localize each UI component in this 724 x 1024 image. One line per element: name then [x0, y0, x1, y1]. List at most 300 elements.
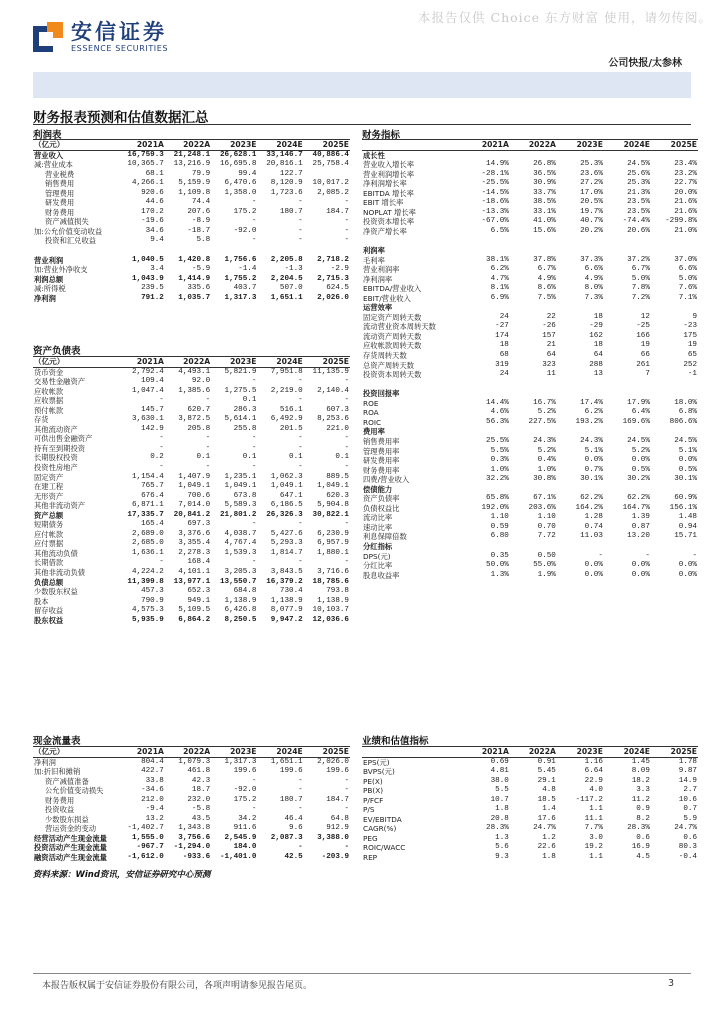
cell-value: 36.5% [533, 169, 556, 178]
cell-value: 8.09 [631, 767, 650, 776]
cell-value: 3,388.0 [317, 833, 349, 842]
table-row [33, 170, 350, 180]
cell-value: 7.72 [537, 532, 556, 541]
row-label: 分红指标 [363, 541, 393, 551]
cell-value: 27.2% [580, 179, 603, 188]
cell-value: 60.9% [674, 494, 697, 503]
table-row [362, 150, 698, 160]
cell-value: -117.2 [575, 795, 603, 804]
cell-value: 37.2% [627, 255, 650, 264]
row-label: 速动比率 [363, 522, 393, 532]
cell-value: 164.7% [622, 503, 650, 512]
cell-value: 68 [499, 351, 509, 360]
table-row [33, 482, 350, 492]
table-row [33, 256, 350, 266]
cell-value: - [159, 463, 164, 472]
cell-value: 5.1% [584, 446, 603, 455]
table-row [362, 303, 698, 313]
cell-value: 67.1% [533, 494, 556, 503]
row-label: 成长性 [363, 150, 385, 160]
cell-value: - [298, 396, 303, 405]
cell-value: 22.7% [674, 179, 697, 188]
row-label: 减:营业成本 [34, 160, 73, 170]
cell-value: 0.7% [584, 465, 603, 474]
table-row [362, 561, 698, 571]
cell-value: 1,235.1 [224, 472, 257, 481]
cell-value: 1,723.6 [270, 188, 303, 197]
cell-value: 1,049.1 [178, 482, 211, 491]
cell-value: 6.8% [678, 408, 697, 417]
cell-value: -203.9 [321, 853, 349, 862]
row-label: 营运资金的变动 [45, 824, 97, 834]
table-row [362, 447, 698, 457]
cell-value: 1.3 [495, 833, 509, 842]
row-label: 流动比率 [363, 513, 393, 523]
cell-value [510, 389, 557, 399]
row-label: 营业税费 [45, 169, 75, 179]
table-row [362, 284, 698, 294]
cell-value: 1,814.7 [270, 548, 303, 557]
brand-name-cn: 安信证券 [71, 20, 167, 44]
cell-value: -18.6% [481, 198, 509, 207]
cell-value: 92.0 [191, 377, 211, 386]
cell-value: 13,550.7 [219, 577, 257, 586]
income-table [33, 139, 350, 303]
cell-value: - [298, 226, 303, 235]
cell-value: 19 [640, 341, 650, 350]
cell-value: 2,685.0 [131, 539, 164, 548]
cell-value: 201.5 [279, 424, 303, 433]
row-label: 融资活动产生现金流量 [34, 853, 107, 863]
cell-value: 652.3 [187, 587, 211, 596]
table-row [362, 208, 698, 218]
cell-value: 1.28 [584, 513, 603, 522]
table-row [33, 558, 350, 568]
cell-value: 56.3% [486, 417, 509, 426]
cell-value [463, 380, 510, 390]
table-row [362, 332, 698, 342]
cell-value: 3,205.3 [224, 568, 257, 577]
cell-value [651, 427, 698, 437]
cell-value: - [159, 558, 164, 567]
cell-value: 7.7% [584, 824, 603, 833]
cell-value: 2,140.4 [317, 386, 349, 395]
cell-value: 1.10 [537, 513, 556, 522]
cell-value: 1,043.9 [131, 274, 164, 283]
cell-value: 11,399.8 [127, 577, 164, 586]
cell-value: 41.0% [533, 217, 556, 226]
cell-value: 25,758.4 [312, 160, 349, 169]
cell-value: 13.20 [627, 532, 650, 541]
cell-value: 4.9% [537, 274, 556, 283]
cell-value: 1,358.0 [224, 188, 257, 197]
cell-value: 1,154.4 [131, 472, 164, 481]
cell-value: 19.2 [584, 843, 603, 852]
cell-value [651, 542, 698, 552]
cell-value [557, 380, 604, 390]
year-header: 2023E [211, 747, 257, 758]
cell-value: 3,630.1 [131, 415, 164, 424]
cell-value: - [298, 377, 303, 386]
cell-value: 0.7 [683, 805, 697, 814]
cell-value: 232.0 [187, 795, 211, 804]
cell-value: 25.3% [580, 160, 603, 169]
cell-value: 2,085.2 [317, 188, 349, 197]
table-row [362, 853, 698, 863]
cell-value: 32.2% [486, 475, 509, 484]
table-row [33, 217, 350, 227]
cell-value: 30.8% [533, 475, 556, 484]
cell-value: - [344, 396, 349, 405]
cell-value: 24 [499, 370, 509, 379]
cell-value: 0.3% [490, 456, 509, 465]
cell-value: 1,385.6 [178, 386, 211, 395]
cell-value [651, 246, 698, 256]
cell-value: -25.5% [481, 179, 509, 188]
cell-value: 700.6 [187, 491, 211, 500]
cell-value: 5,109.5 [178, 606, 211, 615]
row-label: 其他非流动资产 [34, 501, 86, 511]
cell-value: 252 [683, 360, 697, 369]
cell-value: 5.5% [490, 446, 509, 455]
cell-value: - [344, 434, 349, 443]
cell-value [557, 246, 604, 256]
row-label: 其他非流动负债 [34, 568, 86, 578]
cell-value: -92.0 [233, 786, 257, 795]
table-row [33, 160, 350, 170]
cell-value [604, 150, 651, 160]
row-label: 投资和汇兑收益 [45, 236, 97, 246]
unit-label [362, 140, 463, 151]
table-row [362, 294, 698, 304]
row-label: 营业利润 [34, 255, 64, 265]
cell-value: 0.2 [150, 453, 164, 462]
row-label: P/S [363, 805, 375, 815]
row-label: 投资回报率 [363, 389, 400, 399]
cell-value: 1.45 [631, 757, 650, 766]
cell-value: 9.3 [495, 853, 509, 862]
cell-value: 730.4 [279, 587, 303, 596]
cell-value: 620.3 [326, 491, 349, 500]
cell-value: -8.9 [191, 217, 211, 226]
row-label: 负债总额 [34, 577, 64, 587]
cell-value: 697.3 [187, 520, 211, 529]
table-row [33, 473, 350, 483]
cell-value: 157 [542, 331, 556, 340]
cell-value: 9,947.2 [270, 615, 303, 624]
cell-value [463, 485, 510, 495]
table-row [33, 265, 350, 275]
cell-value: 1,756.6 [224, 255, 257, 264]
cell-value: 323 [542, 360, 556, 369]
table-row [33, 189, 350, 199]
cell-value: 1,555.0 [131, 833, 164, 842]
cell-value: 793.8 [326, 587, 349, 596]
cell-value: 620.7 [187, 405, 211, 414]
table-row [33, 387, 350, 397]
row-label: 长期借款 [34, 558, 64, 568]
table-row [33, 824, 350, 834]
cell-value: -0.4 [678, 853, 697, 862]
footer-divider [33, 973, 691, 974]
cell-value: 24.5% [627, 160, 650, 169]
cell-value: 261 [636, 360, 650, 369]
cell-value: 0.6 [683, 833, 697, 842]
cell-value: 46.4 [284, 814, 303, 823]
row-label: 利润率 [363, 246, 385, 256]
table-row [362, 485, 698, 495]
row-label: 费用率 [363, 427, 385, 437]
table-row [362, 552, 698, 562]
cell-value: - [298, 236, 303, 245]
cell-value: 5.6 [495, 843, 509, 852]
cell-value: 6.7% [631, 265, 650, 274]
table-row [362, 275, 698, 285]
cell-value: 33.8 [145, 776, 164, 785]
cell-value: 34.6 [145, 226, 164, 235]
row-label: 净利润 [34, 757, 56, 767]
cell-value: - [159, 443, 164, 452]
row-label: 应收票据 [34, 396, 64, 406]
row-label: 资产减值损失 [45, 217, 89, 227]
table-row [33, 150, 350, 160]
balance-title: 资产负债表 [33, 346, 81, 357]
cell-value: 516.1 [279, 405, 303, 414]
cell-value: 5.2% [537, 408, 556, 417]
cell-value: 212.0 [141, 795, 164, 804]
cell-value [211, 246, 257, 256]
cell-value: 2,545.9 [224, 833, 257, 842]
cell-value: - [298, 443, 303, 452]
table-row [362, 786, 698, 796]
cell-value: 7.6% [678, 284, 697, 293]
cell-value: 255.8 [233, 424, 257, 433]
table-row [362, 236, 698, 246]
table-row [33, 616, 350, 626]
cell-value: - [344, 776, 349, 785]
cell-value: -28.1% [481, 169, 509, 178]
cell-value: 180.7 [279, 795, 303, 804]
cell-value: 33.7% [533, 188, 556, 197]
cell-value: - [344, 443, 349, 452]
cell-value: 24.7% [674, 824, 697, 833]
cell-value: 13.2 [145, 814, 164, 823]
row-label: EBIT/营业收入 [363, 293, 411, 303]
cell-value [604, 542, 651, 552]
header-bar [33, 72, 691, 98]
cell-value: 1,407.9 [178, 472, 211, 481]
cell-value: 17,335.7 [127, 510, 164, 519]
cell-value: 64 [546, 351, 556, 360]
row-label: 存货 [34, 415, 49, 425]
cell-value [557, 389, 604, 399]
table-row [33, 805, 350, 815]
cell-value: 5.2% [537, 446, 556, 455]
row-label: 其他流动负债 [34, 548, 78, 558]
row-label: 资产负债率 [363, 494, 400, 504]
cell-value [604, 236, 651, 246]
row-label: 少数股东损益 [45, 814, 89, 824]
cell-value: 0.69 [490, 757, 509, 766]
cell-value: 9.87 [678, 767, 697, 776]
cell-value: - [251, 776, 257, 785]
row-label: 其他流动资产 [34, 424, 78, 434]
row-label: 可供出售金融资产 [34, 434, 93, 444]
table-row [33, 396, 350, 406]
cell-value: 16,379.2 [266, 577, 303, 586]
table-row [362, 217, 698, 227]
cell-value: -27 [495, 322, 509, 331]
cell-value: 5.0% [631, 274, 650, 283]
cell-value: 0.0% [631, 570, 650, 579]
table-row [33, 511, 350, 521]
cell-value: - [298, 843, 303, 852]
cell-value: 4.7% [490, 274, 509, 283]
year-header: 2022A [510, 747, 557, 758]
cell-value: 4.81 [490, 767, 509, 776]
cell-value: 1,343.8 [178, 824, 211, 833]
cell-value: 624.5 [326, 284, 349, 293]
row-label: 利息保障倍数 [363, 532, 407, 542]
row-label: 四费/营业收入 [363, 475, 410, 485]
cell-value: 1,651.1 [270, 757, 303, 766]
row-label: 运营效率 [363, 303, 393, 313]
cell-value [510, 427, 557, 437]
cell-value: 7.5% [537, 293, 556, 302]
cell-value: - [159, 434, 164, 443]
cell-value: 0.0% [678, 456, 697, 465]
indicators-table [362, 139, 698, 580]
row-label [362, 380, 463, 390]
cell-value: 37.3% [580, 255, 603, 264]
page-title: 财务报表预测和估值数据汇总 [33, 110, 209, 126]
cell-value [510, 246, 557, 256]
cell-value [604, 485, 651, 495]
cell-value: 10.6 [678, 795, 697, 804]
cell-value: - [344, 377, 349, 386]
cell-value: 11.1 [584, 814, 603, 823]
valuation-title: 业绩和估值指标 [362, 736, 429, 747]
cell-value: 65 [687, 351, 697, 360]
row-label: 投资性房地产 [34, 463, 78, 473]
cell-value: - [298, 198, 303, 207]
cell-value: 1.8 [542, 853, 556, 862]
cell-value: 20.2% [580, 226, 603, 235]
cell-value: 1,138.9 [224, 596, 257, 605]
cell-value: 0.4% [537, 456, 556, 465]
cell-value: 791.2 [141, 293, 164, 302]
cell-value: 422.7 [141, 767, 164, 776]
cell-value: 1,049.1 [317, 482, 349, 491]
cell-value: - [205, 434, 211, 443]
row-label: BVPS(元) [363, 767, 395, 777]
cell-value: 2,026.0 [317, 293, 349, 302]
row-label: 股息收益率 [363, 570, 400, 580]
table-row [362, 532, 698, 542]
cell-value: 1,880.1 [317, 548, 349, 557]
row-label: 加:营业外净收支 [34, 265, 88, 275]
cell-value: 20,841.2 [173, 510, 211, 519]
cell-value: 0.0% [584, 561, 603, 570]
cell-value: 461.8 [187, 767, 211, 776]
cell-value: 33,146.7 [266, 150, 303, 159]
cell-value: 335.6 [187, 284, 211, 293]
cell-value [510, 485, 557, 495]
year-header: 2021A [463, 747, 510, 758]
cell-value: 227.5% [528, 417, 556, 426]
cell-value: 50.0% [486, 561, 509, 570]
cell-value: 7 [645, 370, 650, 379]
cell-value: 14.9 [678, 776, 697, 785]
table-row [362, 351, 698, 361]
cell-value: 24.3% [533, 436, 556, 445]
cell-value: 74.4 [191, 198, 211, 207]
row-label: 预付帐款 [34, 405, 64, 415]
cell-value: 17.4% [580, 398, 603, 407]
row-label: NOPLAT 增长率 [363, 207, 416, 217]
cell-value: 3.4 [150, 265, 164, 274]
cell-value: 10.7 [490, 795, 509, 804]
cell-value: 3,716.6 [317, 568, 349, 577]
cell-value: 11.2 [631, 795, 650, 804]
cell-value: - [251, 198, 257, 207]
cell-value: 28.3% [627, 824, 650, 833]
cell-value: 24.5% [674, 436, 697, 445]
table-row [33, 834, 350, 844]
table-row [362, 418, 698, 428]
cell-value: - [298, 217, 303, 226]
indicators-title: 财务指标 [362, 130, 401, 141]
cell-value: 4.6% [490, 408, 509, 417]
table-row [362, 777, 698, 787]
cell-value: 0.1 [289, 453, 303, 462]
cell-value: 164.2% [575, 503, 603, 512]
cell-value: - [251, 217, 257, 226]
cell-value: 13,216.9 [173, 160, 211, 169]
cell-value: 17.9% [627, 398, 650, 407]
cell-value: 1.1 [589, 805, 603, 814]
row-label: EPS(元) [363, 757, 390, 767]
cell-value [651, 389, 698, 399]
row-label: 净资产增长率 [363, 226, 407, 236]
cell-value [557, 427, 604, 437]
table-row [362, 542, 698, 552]
cell-value: 6,230.9 [317, 529, 349, 538]
cell-value: 142.9 [141, 424, 164, 433]
cell-value: - [344, 226, 349, 235]
cell-value: 199.6 [326, 767, 349, 776]
cell-value: 0.1 [242, 453, 257, 462]
watermark: 本报告仅供 Choice 东方财富 使用，请勿传阅。 [418, 10, 712, 25]
cell-value: -92.0 [233, 226, 257, 235]
cashflow-title: 现金流量表 [33, 736, 81, 747]
cell-value: 5,935.9 [131, 615, 164, 624]
cell-value [510, 150, 557, 160]
row-label: PE(X) [363, 776, 383, 786]
cell-value: 26.8% [533, 160, 556, 169]
cell-value: 8,120.9 [270, 179, 303, 188]
cell-value [651, 380, 698, 390]
cell-value: 6.2% [490, 265, 509, 274]
cell-value: 912.9 [326, 824, 349, 833]
cell-value: 4.5 [636, 853, 650, 862]
table-row [33, 294, 350, 304]
year-header: 2025E [651, 140, 698, 151]
cell-value: -5.9 [191, 265, 211, 274]
cell-value: 16.9 [631, 843, 650, 852]
cell-value [604, 303, 651, 313]
row-label: 利润总额 [34, 274, 64, 284]
